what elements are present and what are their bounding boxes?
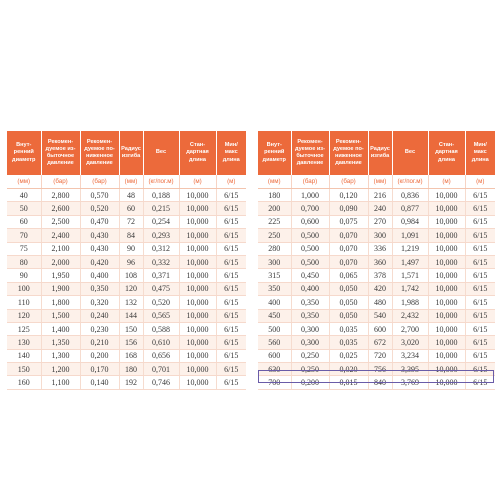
table-cell: 10,000 (428, 322, 465, 335)
table-cell: 108 (119, 269, 143, 282)
table-cell: 10,000 (428, 215, 465, 228)
table-row (258, 242, 495, 255)
table-cell: 0,250 (291, 363, 329, 376)
table-cell: 0,215 (143, 202, 179, 215)
table-cell: 10,000 (428, 202, 465, 215)
table-cell: 0,520 (80, 202, 119, 215)
table-cell: 2,800 (41, 189, 80, 202)
table-cell: 0,430 (80, 229, 119, 242)
table-cell: 6/15 (216, 349, 246, 362)
spec-table-right (258, 131, 495, 390)
table-cell: 0,500 (291, 242, 329, 255)
table-cell: 336 (368, 242, 392, 255)
table-cell: 2,400 (41, 229, 80, 242)
table-cell: 280 (258, 242, 291, 255)
table-cell: 6/15 (465, 189, 495, 202)
table-cell: 2,432 (392, 309, 428, 322)
table-cell: 378 (368, 269, 392, 282)
units-row (258, 175, 495, 189)
table-cell: 500 (258, 322, 291, 335)
table-row (7, 363, 246, 376)
table-cell: 0,200 (80, 349, 119, 362)
table-cell: 0,350 (291, 296, 329, 309)
units-row (7, 175, 246, 189)
unit-cell: (кг/пог.м) (392, 175, 428, 189)
table-row (7, 189, 246, 202)
header-excess-pressure: Рекомен- дуемое из- быточное давление (41, 131, 80, 175)
table-cell: 540 (368, 309, 392, 322)
table-cell: 160 (7, 376, 41, 389)
table-cell: 6/15 (465, 349, 495, 362)
table-cell: 1,800 (41, 296, 80, 309)
table-cell: 6/15 (465, 322, 495, 335)
table-cell: 10,000 (428, 363, 465, 376)
unit-cell: (мм) (258, 175, 291, 189)
table-cell: 6/15 (216, 189, 246, 202)
table-row (7, 269, 246, 282)
table-cell: 0,700 (291, 202, 329, 215)
table-cell: 0,075 (329, 215, 368, 228)
table-cell: 672 (368, 336, 392, 349)
table-cell: 60 (7, 215, 41, 228)
table-cell: 6/15 (216, 229, 246, 242)
unit-cell: (бар) (291, 175, 329, 189)
table-cell: 0,565 (143, 309, 179, 322)
table-cell: 250 (258, 229, 291, 242)
table-cell: 6/15 (216, 202, 246, 215)
table-cell: 0,025 (329, 349, 368, 362)
table-cell: 6/15 (465, 363, 495, 376)
table-cell: 0,400 (80, 269, 119, 282)
table-cell: 80 (7, 255, 41, 268)
table-cell: 0,070 (329, 229, 368, 242)
table-cell: 0,600 (291, 215, 329, 228)
table-cell: 0,300 (291, 322, 329, 335)
table-cell: 1,350 (41, 336, 80, 349)
table-cell: 10,000 (179, 282, 216, 295)
unit-cell: (мм) (119, 175, 143, 189)
table-cell: 450 (258, 309, 291, 322)
table-cell: 200 (258, 202, 291, 215)
table-cell: 0,050 (329, 296, 368, 309)
table-cell: 270 (368, 215, 392, 228)
table-cell: 10,000 (428, 282, 465, 295)
header-bend-radius: Радиус изгиба (119, 131, 143, 175)
table-cell: 156 (119, 336, 143, 349)
table-cell: 6/15 (465, 242, 495, 255)
table-row (7, 215, 246, 228)
table-cell: 48 (119, 189, 143, 202)
unit-cell: (мм) (368, 175, 392, 189)
table-cell: 1,219 (392, 242, 428, 255)
table-cell: 0,120 (329, 189, 368, 202)
table-cell: 0,570 (80, 189, 119, 202)
table-cell: 720 (368, 349, 392, 362)
table-cell: 3,020 (392, 336, 428, 349)
table-cell: 0,656 (143, 349, 179, 362)
table-cell: 6/15 (216, 255, 246, 268)
table-cell: 0,170 (80, 363, 119, 376)
unit-cell: (бар) (329, 175, 368, 189)
table-cell: 6/15 (216, 322, 246, 335)
table-cell: 0,350 (291, 309, 329, 322)
table-cell: 0,470 (80, 215, 119, 228)
table-row (7, 202, 246, 215)
table-cell: 10,000 (179, 363, 216, 376)
table-cell: 225 (258, 215, 291, 228)
table-cell: 0,746 (143, 376, 179, 389)
table-cell: 0,420 (80, 255, 119, 268)
header-row (258, 131, 495, 175)
table-cell: 756 (368, 363, 392, 376)
table-cell: 0,475 (143, 282, 179, 295)
table-cell: 1,000 (291, 189, 329, 202)
header-weight: Вес (143, 131, 179, 175)
header-standard-length: Стан- дартная длина (428, 131, 465, 175)
unit-cell: (м) (428, 175, 465, 189)
table-cell: 0,200 (291, 376, 329, 389)
table-cell: 0,450 (291, 269, 329, 282)
table-cell: 1,571 (392, 269, 428, 282)
table-cell: 10,000 (428, 376, 465, 389)
table-cell: 6/15 (465, 376, 495, 389)
table-cell: 10,000 (428, 349, 465, 362)
table-cell: 10,000 (428, 336, 465, 349)
table-cell: 6/15 (465, 255, 495, 268)
table-cell: 3,395 (392, 363, 428, 376)
table-cell: 6/15 (216, 215, 246, 228)
unit-cell: (бар) (41, 175, 80, 189)
table-row (258, 349, 495, 362)
table-row (258, 202, 495, 215)
header-min-max-length: Мин/ макс длина (216, 131, 246, 175)
table-cell: 0,836 (392, 189, 428, 202)
table-row (258, 322, 495, 335)
table-cell: 84 (119, 229, 143, 242)
table-cell: 125 (7, 322, 41, 335)
table-cell: 10,000 (179, 322, 216, 335)
table-row (258, 296, 495, 309)
table-cell: 90 (119, 242, 143, 255)
table-cell: 600 (258, 349, 291, 362)
table-cell: 0,015 (329, 376, 368, 389)
table-cell: 140 (7, 349, 41, 362)
table-cell: 300 (258, 255, 291, 268)
unit-cell: (кг/пог.м) (143, 175, 179, 189)
table-cell: 120 (7, 309, 41, 322)
table-row (7, 229, 246, 242)
header-row (7, 131, 246, 175)
table-cell: 10,000 (179, 376, 216, 389)
table-cell: 0,070 (329, 255, 368, 268)
table-row (7, 309, 246, 322)
table-row (258, 309, 495, 322)
table-cell: 0,300 (291, 336, 329, 349)
table-cell: 1,497 (392, 255, 428, 268)
table-cell: 96 (119, 255, 143, 268)
table-cell: 10,000 (428, 242, 465, 255)
table-cell: 1,900 (41, 282, 80, 295)
table-cell: 150 (119, 322, 143, 335)
table-cell: 1,950 (41, 269, 80, 282)
table-cell: 2,500 (41, 215, 80, 228)
table-row (258, 229, 495, 242)
table-cell: 600 (368, 322, 392, 335)
table-row (258, 376, 495, 389)
table-cell: 0,188 (143, 189, 179, 202)
table-row (7, 282, 246, 295)
table-cell: 0,035 (329, 336, 368, 349)
spec-table-left (7, 131, 246, 390)
table-cell: 10,000 (179, 336, 216, 349)
table-cell: 10,000 (428, 255, 465, 268)
table-cell: 0,877 (392, 202, 428, 215)
table-cell: 6/15 (465, 269, 495, 282)
table-cell: 10,000 (179, 296, 216, 309)
table-row (7, 349, 246, 362)
table-cell: 1,742 (392, 282, 428, 295)
table-cell: 6/15 (216, 363, 246, 376)
table-cell: 144 (119, 309, 143, 322)
table-cell: 6/15 (465, 336, 495, 349)
unit-cell: (м) (465, 175, 495, 189)
table-body-right (258, 189, 495, 390)
table-cell: 10,000 (179, 215, 216, 228)
table-cell: 0,050 (329, 282, 368, 295)
table-cell: 10,000 (428, 296, 465, 309)
header-reduced-pressure: Рекомен- дуемое по- ниженное давление (329, 131, 368, 175)
table-cell: 630 (258, 363, 291, 376)
table-cell: 0,430 (80, 242, 119, 255)
table-cell: 10,000 (428, 269, 465, 282)
table-row (7, 255, 246, 268)
table-cell: 10,000 (428, 189, 465, 202)
table-row (258, 336, 495, 349)
table-cell: 110 (7, 296, 41, 309)
table-row (258, 363, 495, 376)
table-row (258, 215, 495, 228)
table-cell: 0,293 (143, 229, 179, 242)
table-row (7, 322, 246, 335)
table-cell: 0,400 (291, 282, 329, 295)
table-cell: 480 (368, 296, 392, 309)
table-cell: 0,020 (329, 363, 368, 376)
table-row (258, 189, 495, 202)
unit-cell: (м) (179, 175, 216, 189)
table-cell: 0,320 (80, 296, 119, 309)
table-cell: 132 (119, 296, 143, 309)
table-cell: 10,000 (428, 309, 465, 322)
table-cell: 1,400 (41, 322, 80, 335)
table-row (258, 282, 495, 295)
table-cell: 1,500 (41, 309, 80, 322)
table-cell: 0,254 (143, 215, 179, 228)
table-cell: 0,240 (80, 309, 119, 322)
table-cell: 168 (119, 349, 143, 362)
table-cell: 0,140 (80, 376, 119, 389)
table-cell: 2,000 (41, 255, 80, 268)
table-cell: 50 (7, 202, 41, 215)
table-cell: 0,090 (329, 202, 368, 215)
table-cell: 6/15 (465, 215, 495, 228)
table-cell: 6/15 (216, 336, 246, 349)
table-cell: 1,300 (41, 349, 80, 362)
table-cell: 2,600 (41, 202, 80, 215)
table-cell: 700 (258, 376, 291, 389)
table-cell: 0,250 (291, 349, 329, 362)
table-cell: 2,700 (392, 322, 428, 335)
table-row (7, 242, 246, 255)
table-cell: 60 (119, 202, 143, 215)
table-cell: 0,500 (291, 255, 329, 268)
table-cell: 6/15 (216, 269, 246, 282)
table-cell: 0,588 (143, 322, 179, 335)
table-cell: 6/15 (216, 242, 246, 255)
table-cell: 3,234 (392, 349, 428, 362)
table-cell: 0,035 (329, 322, 368, 335)
table-cell: 0,610 (143, 336, 179, 349)
table-cell: 216 (368, 189, 392, 202)
table-cell: 130 (7, 336, 41, 349)
header-reduced-pressure: Рекомен- дуемое по- ниженное давление (80, 131, 119, 175)
table-cell: 6/15 (465, 296, 495, 309)
table-cell: 6/15 (465, 309, 495, 322)
header-weight: Вес (392, 131, 428, 175)
table-cell: 6/15 (216, 376, 246, 389)
table-cell: 3,769 (392, 376, 428, 389)
table-cell: 6/15 (216, 309, 246, 322)
header-bend-radius: Радиус изгиба (368, 131, 392, 175)
table-row (7, 336, 246, 349)
table-cell: 120 (119, 282, 143, 295)
table-cell: 0,065 (329, 269, 368, 282)
table-row (7, 296, 246, 309)
table-cell: 0,312 (143, 242, 179, 255)
table-cell: 0,500 (291, 229, 329, 242)
table-cell: 350 (258, 282, 291, 295)
table-cell: 10,000 (179, 349, 216, 362)
table-cell: 6/15 (465, 229, 495, 242)
table-cell: 6/15 (216, 296, 246, 309)
table-cell: 1,100 (41, 376, 80, 389)
unit-cell: (м) (216, 175, 246, 189)
table-cell: 840 (368, 376, 392, 389)
unit-cell: (мм) (7, 175, 41, 189)
table-cell: 0,984 (392, 215, 428, 228)
table-cell: 10,000 (179, 309, 216, 322)
table-cell: 6/15 (465, 202, 495, 215)
table-cell: 1,988 (392, 296, 428, 309)
table-cell: 0,230 (80, 322, 119, 335)
table-cell: 0,210 (80, 336, 119, 349)
table-cell: 0,332 (143, 255, 179, 268)
unit-cell: (бар) (80, 175, 119, 189)
table-row (258, 255, 495, 268)
table-cell: 300 (368, 229, 392, 242)
table-cell: 150 (7, 363, 41, 376)
table-cell: 10,000 (428, 229, 465, 242)
table-cell: 6/15 (216, 282, 246, 295)
table-cell: 0,520 (143, 296, 179, 309)
table-cell: 400 (258, 296, 291, 309)
header-min-max-length: Мин/ макс длина (465, 131, 495, 175)
table-cell: 0,070 (329, 242, 368, 255)
table-cell: 180 (258, 189, 291, 202)
table-cell: 72 (119, 215, 143, 228)
table-cell: 360 (368, 255, 392, 268)
header-inner-diameter: Внут- ренний диаметр (258, 131, 291, 175)
table-cell: 10,000 (179, 229, 216, 242)
table-cell: 240 (368, 202, 392, 215)
table-cell: 1,091 (392, 229, 428, 242)
table-cell: 6/15 (465, 282, 495, 295)
table-cell: 2,100 (41, 242, 80, 255)
header-standard-length: Стан- дартная длина (179, 131, 216, 175)
table-cell: 180 (119, 363, 143, 376)
table-cell: 100 (7, 282, 41, 295)
table-cell: 10,000 (179, 202, 216, 215)
header-inner-diameter: Внут- ренний диаметр (7, 131, 41, 175)
table-cell: 0,050 (329, 309, 368, 322)
table-cell: 10,000 (179, 189, 216, 202)
table-cell: 315 (258, 269, 291, 282)
table-body-left (7, 189, 246, 390)
table-cell: 192 (119, 376, 143, 389)
table-cell: 0,371 (143, 269, 179, 282)
table-row (258, 269, 495, 282)
table-row (7, 376, 246, 389)
table-cell: 10,000 (179, 255, 216, 268)
table-cell: 10,000 (179, 269, 216, 282)
table-cell: 40 (7, 189, 41, 202)
table-cell: 420 (368, 282, 392, 295)
header-excess-pressure: Рекомен- дуемое из- быточное давление (291, 131, 329, 175)
table-cell: 560 (258, 336, 291, 349)
table-cell: 10,000 (179, 242, 216, 255)
table-cell: 0,350 (80, 282, 119, 295)
table-cell: 1,200 (41, 363, 80, 376)
table-cell: 75 (7, 242, 41, 255)
table-cell: 0,701 (143, 363, 179, 376)
table-cell: 90 (7, 269, 41, 282)
table-cell: 70 (7, 229, 41, 242)
